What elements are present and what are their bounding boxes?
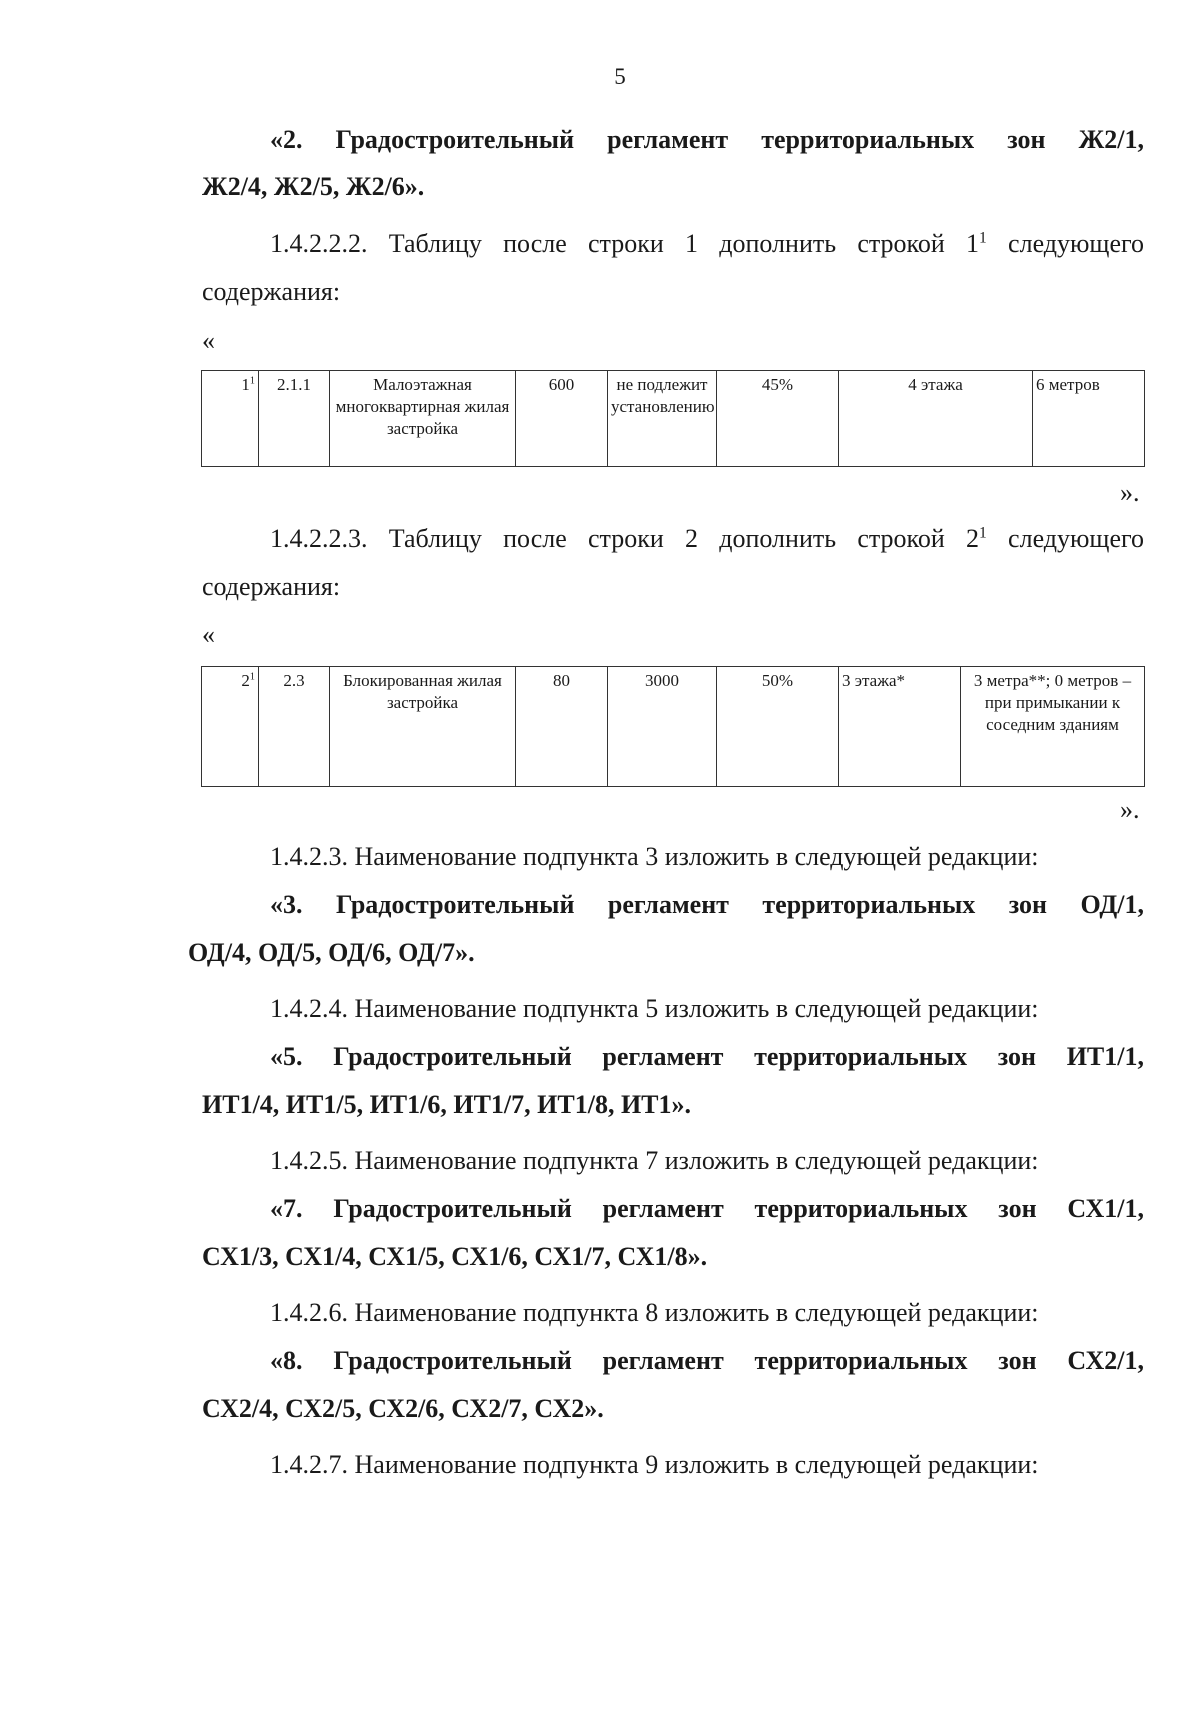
- cell-row-number: $2^1$: [202, 667, 259, 787]
- cell-min-area: 600: [516, 371, 608, 467]
- inserted-table-row-1-1: [201, 370, 1145, 467]
- paragraph-text: следующего: [986, 524, 1144, 553]
- heading-zone-zh2-line1: «2. Градостроительный регламент территориальных зон Ж2/1,: [270, 125, 1144, 154]
- cell-floors: 4 этажа: [839, 371, 1033, 467]
- cell-indent: 6 метров: [1033, 371, 1145, 467]
- heading-zone-it1-line2: ИТ1/4, ИТ1/5, ИТ1/6, ИТ1/7, ИТ1/8, ИТ1».: [202, 1090, 692, 1119]
- paragraph-text: 1.4.2.2.3. Таблицу после строки 2 дополнить строкой 2: [270, 524, 980, 553]
- quote-close: ».: [1120, 795, 1140, 824]
- cell-min-area: 80: [516, 667, 608, 787]
- paragraph-1-4-2-2-3-line2: содержания:: [202, 572, 341, 601]
- heading-zone-zh2-line2: Ж2/4, Ж2/5, Ж2/6».: [202, 172, 425, 201]
- page-number: 5: [614, 64, 626, 89]
- paragraph-1-4-2-2-2-line2: содержания:: [202, 277, 341, 306]
- paragraph-1-4-2-2-3-line1: [270, 524, 1144, 554]
- heading-zone-od-line2: ОД/4, ОД/5, ОД/6, ОД/7».: [188, 938, 475, 967]
- table-row: [202, 667, 1145, 787]
- cell-code: 2.1.1: [259, 371, 330, 467]
- paragraph-text: следующего: [986, 229, 1144, 258]
- cell-coverage: 50%: [717, 667, 839, 787]
- paragraph-1-4-2-6: 1.4.2.6. Наименование подпункта 8 изложить в следующей редакции:: [270, 1298, 1039, 1327]
- cell-row-number: $1^1$: [202, 371, 259, 467]
- heading-zone-it1-line1: «5. Градостроительный регламент территориальных зон ИТ1/1,: [270, 1042, 1144, 1071]
- table-row: [202, 371, 1145, 467]
- paragraph-1-4-2-5: 1.4.2.5. Наименование подпункта 7 изложить в следующей редакции:: [270, 1146, 1039, 1175]
- superscript: 1: [979, 229, 987, 247]
- superscript: 1: [979, 524, 987, 542]
- quote-open: «: [202, 620, 215, 649]
- paragraph-1-4-2-2-2-line1: [270, 229, 1144, 259]
- heading-zone-sx2-line1: «8. Градостроительный регламент территориальных зон СХ2/1,: [270, 1346, 1144, 1375]
- cell-code: 2.3: [259, 667, 330, 787]
- heading-zone-sx1-line1: «7. Градостроительный регламент территориальных зон СХ1/1,: [270, 1194, 1144, 1223]
- heading-zone-od-line1: «3. Градостроительный регламент территориальных зон ОД/1,: [270, 890, 1144, 919]
- quote-close: ».: [1120, 478, 1140, 507]
- paragraph-1-4-2-3: 1.4.2.3. Наименование подпункта 3 изложить в следующей редакции:: [270, 842, 1039, 871]
- cell-floors: 3 этажа*: [839, 667, 961, 787]
- quote-open: «: [202, 326, 215, 355]
- cell-max-area: не подлежит установлению: [608, 371, 717, 467]
- cell-name: Малоэтажная многоквартирная жилая застройка: [330, 371, 516, 467]
- cell-indent: 3 метра**; 0 метров – при примыкании к соседним зданиям: [961, 667, 1145, 787]
- cell-coverage: 45%: [717, 371, 839, 467]
- paragraph-text: 1.4.2.2.2. Таблицу после строки 1 дополнить строкой 1: [270, 229, 980, 258]
- heading-zone-sx2-line2: СХ2/4, СХ2/5, СХ2/6, СХ2/7, СХ2».: [202, 1394, 604, 1423]
- inserted-table-row-2-1: [201, 666, 1145, 787]
- paragraph-1-4-2-4: 1.4.2.4. Наименование подпункта 5 изложить в следующей редакции:: [270, 994, 1039, 1023]
- cell-max-area: 3000: [608, 667, 717, 787]
- paragraph-1-4-2-7: 1.4.2.7. Наименование подпункта 9 изложить в следующей редакции:: [270, 1450, 1039, 1479]
- cell-name: Блокированная жилая застройка: [330, 667, 516, 787]
- heading-zone-sx1-line2: СХ1/3, СХ1/4, СХ1/5, СХ1/6, СХ1/7, СХ1/8».: [202, 1242, 708, 1271]
